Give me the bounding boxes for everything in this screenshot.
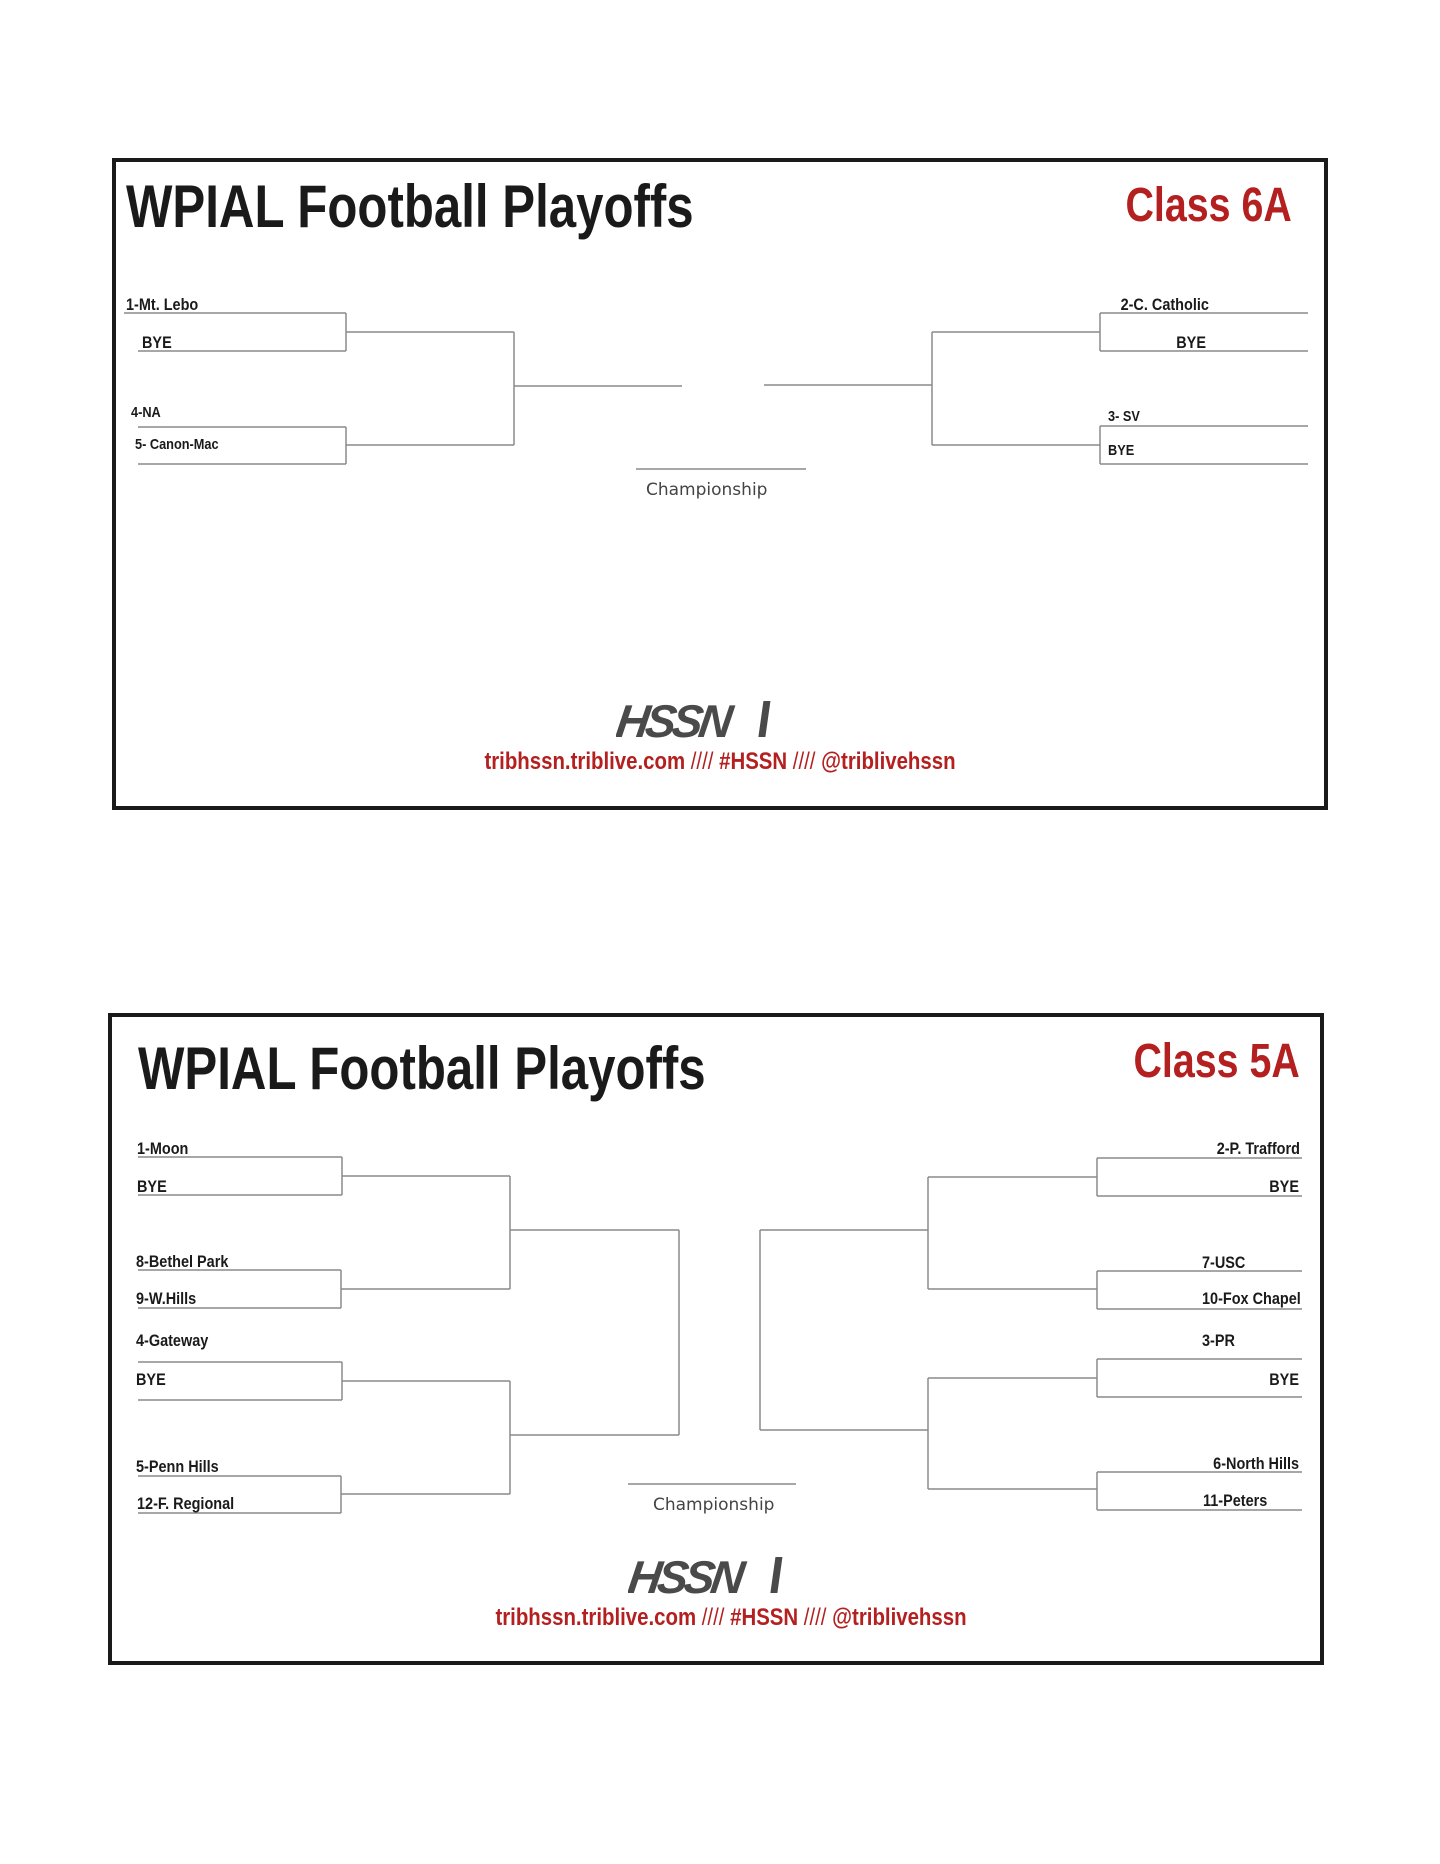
svg-text:HSSN: HSSN xyxy=(628,1553,745,1601)
class-label: Class 6A xyxy=(1125,179,1292,232)
team-left-1: 1-Moon xyxy=(137,1139,189,1158)
separator: //// xyxy=(792,748,816,775)
team-right-1: 2-P. Trafford xyxy=(1216,1139,1300,1158)
footer-links xyxy=(391,1604,1071,1632)
hashtag-link[interactable]: #HSSN xyxy=(730,1604,799,1631)
team-right-4: BYE xyxy=(1108,442,1135,459)
team-left-2: BYE xyxy=(137,1177,167,1196)
separator: //// xyxy=(701,1604,725,1631)
team-right-3: 7-USC xyxy=(1202,1253,1246,1272)
team-right-3: 3- SV xyxy=(1108,408,1140,425)
championship-label: Championship xyxy=(653,1495,775,1515)
team-left-3: 8-Bethel Park xyxy=(136,1252,229,1271)
team-right-1: 2-C. Catholic xyxy=(1120,295,1209,314)
hssn-logo xyxy=(628,1553,793,1601)
team-right-6: BYE xyxy=(1269,1370,1299,1389)
hssn-logo xyxy=(616,697,781,745)
championship-label: Championship xyxy=(646,480,768,500)
team-left-2: BYE xyxy=(142,333,172,352)
svg-text:HSSN: HSSN xyxy=(616,697,733,745)
team-right-2: BYE xyxy=(1176,333,1206,352)
handle-link[interactable]: @triblivehssn xyxy=(832,1604,967,1631)
team-left-8: 12-F. Regional xyxy=(137,1494,235,1513)
team-left-6: BYE xyxy=(136,1370,166,1389)
team-right-4: 10-Fox Chapel xyxy=(1202,1289,1301,1308)
team-left-1: 1-Mt. Lebo xyxy=(126,295,199,314)
handle-link[interactable]: @triblivehssn xyxy=(821,748,956,775)
team-right-5: 3-PR xyxy=(1202,1331,1235,1350)
footer-links xyxy=(380,748,1060,776)
site-link[interactable]: tribhssn.triblive.com xyxy=(495,1604,697,1631)
team-right-2: BYE xyxy=(1269,1177,1299,1196)
team-left-3: 4-NA xyxy=(131,404,161,421)
team-right-7: 6-North Hills xyxy=(1213,1454,1299,1473)
separator: //// xyxy=(803,1604,827,1631)
team-left-4: 9-W.Hills xyxy=(136,1289,197,1308)
page-title: WPIAL Football Playoffs xyxy=(126,173,694,240)
team-left-7: 5-Penn Hills xyxy=(136,1457,219,1476)
hashtag-link[interactable]: #HSSN xyxy=(719,748,788,775)
team-left-5: 4-Gateway xyxy=(136,1331,209,1350)
separator: //// xyxy=(690,748,714,775)
class-label: Class 5A xyxy=(1133,1035,1300,1088)
team-left-4: 5- Canon-Mac xyxy=(135,436,219,453)
site-link[interactable]: tribhssn.triblive.com xyxy=(484,748,686,775)
team-right-8: 11-Peters xyxy=(1203,1491,1268,1510)
page-title: WPIAL Football Playoffs xyxy=(138,1035,706,1102)
